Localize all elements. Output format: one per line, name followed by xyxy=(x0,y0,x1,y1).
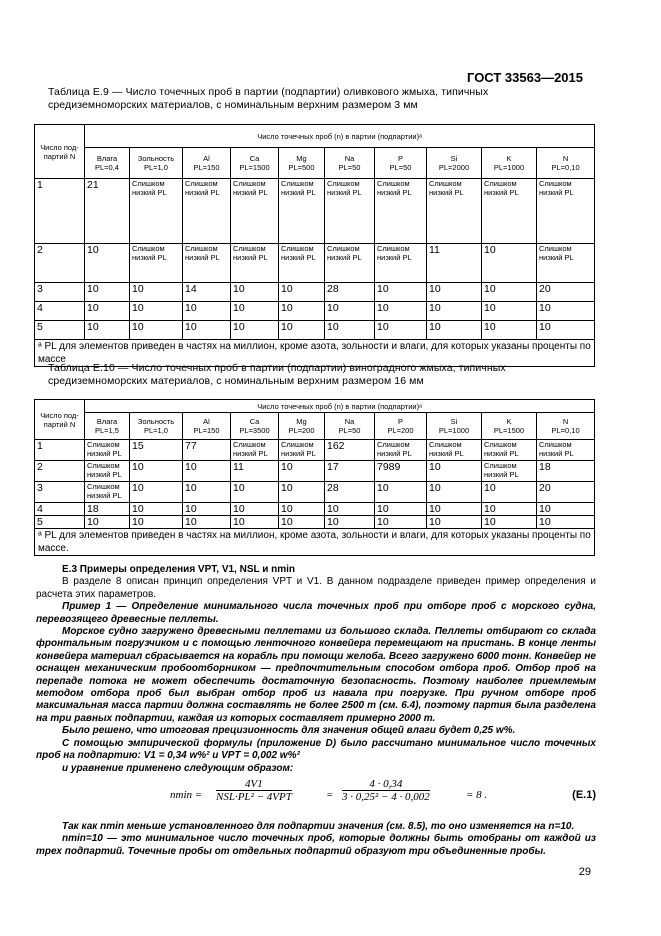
table-cell: 21 xyxy=(85,179,130,244)
table-cell: 10 xyxy=(130,461,183,482)
table-cell: 10 xyxy=(375,321,427,340)
column-name: P xyxy=(397,154,403,163)
column-param: PL=1,5 xyxy=(95,426,119,435)
column-name: Mg xyxy=(296,417,307,426)
column-header-cell xyxy=(130,413,183,440)
column-param: PL=1500 xyxy=(493,426,525,435)
table-cell: 10 xyxy=(427,482,482,503)
column-header-cell xyxy=(325,148,375,179)
column-header-cell xyxy=(231,413,279,440)
table-cell: Слишком низкий PL xyxy=(85,482,130,503)
column-header-cell xyxy=(183,413,231,440)
column-header-cell xyxy=(482,413,537,440)
table-cell: 77 xyxy=(183,440,231,461)
table-cell: 20 xyxy=(537,482,595,503)
column-param: PL=1,0 xyxy=(144,426,168,435)
table-cell: 10 xyxy=(85,516,130,529)
table-cell: Слишком низкий PL xyxy=(85,461,130,482)
table-cell: Слишком низкий PL xyxy=(183,179,231,244)
column-name: Na xyxy=(344,417,355,426)
table-cell: Слишком низкий PL xyxy=(231,440,279,461)
table-cell: 10 xyxy=(427,516,482,529)
formula-equals: = xyxy=(326,788,334,801)
table-row xyxy=(35,283,595,302)
column-param: PL=50 xyxy=(389,163,412,172)
column-name: K xyxy=(506,417,512,426)
column-header-cell xyxy=(85,148,130,179)
column-param: PL=1500 xyxy=(239,163,270,172)
column-param: PL=200 xyxy=(387,426,414,435)
formula-lhs: nmin = xyxy=(170,788,203,801)
table-cell: 10 xyxy=(183,503,231,516)
column-name: Si xyxy=(450,154,458,163)
table-cell: Слишком низкий PL xyxy=(279,440,325,461)
table-cell: Слишком низкий PL xyxy=(325,179,375,244)
table-cell: 10 xyxy=(85,283,130,302)
table-cell: 10 xyxy=(85,302,130,321)
table-cell: 162 xyxy=(325,440,375,461)
table-cell: 10 xyxy=(427,302,482,321)
column-param: PL=1000 xyxy=(438,426,470,435)
column-name: Ca xyxy=(249,154,260,163)
table-cell: Слишком низкий PL xyxy=(427,440,482,461)
table-cell: 10 xyxy=(130,321,183,340)
table-cell: 10 xyxy=(279,461,325,482)
row-index-cell: 4 xyxy=(35,302,85,321)
formula-e1 xyxy=(36,775,596,821)
table-row xyxy=(35,179,595,244)
table-cell: Слишком низкий PL xyxy=(537,440,595,461)
formula-f1-denominator: NSL·PL² − 4VPT xyxy=(216,791,292,804)
table-cell: 11 xyxy=(427,244,482,283)
table-cell: 10 xyxy=(130,283,183,302)
table-cell: 15 xyxy=(130,440,183,461)
paragraph-1: Морское судно загружено древесными пеллетами из большого склада. Пеллеты отбирают со склада фронтальным погрузчиком и с помощью ленточного конвейера перемещают на пристань. В конце ленты конвейера материал сбрасывается на корабль при помощи желоба. Всего загружено 6000 тонн. Конвейер не оснащен механическим пробоотборником — предпочтительным способом отбора проб. Отбор проб на перепаде потока не может обеспечить достаточную безопасность. Поэтому наиболее приемлемым методом отбора проб был выбран отбор проб из навала при погрузке. При ручном отборе проб максимальная масса партии должна составлять не более 2500 т (см. 6.4), поэтому партия была разделена на три равных подпартии, каждая из которых составляет примерно 2000 т. xyxy=(36,626,596,724)
table-cell: 10 xyxy=(325,516,375,529)
table-cell: 10 xyxy=(482,503,537,516)
table-cell: 10 xyxy=(279,503,325,516)
table-cell: Слишком низкий PL xyxy=(231,179,279,244)
table-cell: 10 xyxy=(427,503,482,516)
table-cell: Слишком низкий PL xyxy=(537,179,595,244)
formula-f1-numerator: 4V1 xyxy=(216,778,292,791)
table-cell: Слишком низкий PL xyxy=(375,179,427,244)
table-cell: Слишком низкий PL xyxy=(130,179,183,244)
row-index-cell: 3 xyxy=(35,283,85,302)
formula-fraction-1 xyxy=(216,778,292,804)
table-cell: 10 xyxy=(279,321,325,340)
table-cell: 7989 xyxy=(375,461,427,482)
table-cell: 10 xyxy=(231,283,279,302)
section-title: Е.3 Примеры определения VPT, V1, NSL и nmin xyxy=(62,564,296,575)
table-cell: 10 xyxy=(85,321,130,340)
paragraph-2: Было решено, что итоговая прецизионность для значения общей влаги будет 0,25 w%. xyxy=(62,725,516,737)
column-name: Na xyxy=(344,154,355,163)
table-cell: 10 xyxy=(427,283,482,302)
section-e3 xyxy=(36,564,596,858)
column-param: PL=500 xyxy=(288,163,315,172)
column-name: Ca xyxy=(249,417,260,426)
table-cell: 10 xyxy=(231,516,279,529)
table-cell: 10 xyxy=(183,516,231,529)
row-index-cell: 2 xyxy=(35,461,85,482)
table-row xyxy=(35,440,595,461)
formula-number: (Е.1) xyxy=(572,788,596,801)
table-e9 xyxy=(34,124,595,367)
column-header-cell xyxy=(375,413,427,440)
column-param: PL=50 xyxy=(338,163,361,172)
column-param: PL=1000 xyxy=(493,163,525,172)
table-cell: Слишком низкий PL xyxy=(279,244,325,283)
formula-fraction-2 xyxy=(342,778,430,804)
column-name: N xyxy=(562,154,569,163)
table-cell: 10 xyxy=(375,482,427,503)
table-cell: 28 xyxy=(325,482,375,503)
table-cell: 10 xyxy=(130,302,183,321)
column-name: N xyxy=(562,417,569,426)
table-row xyxy=(35,321,595,340)
column-header-cell xyxy=(325,413,375,440)
table-cell: 10 xyxy=(537,302,595,321)
table-cell: 10 xyxy=(482,283,537,302)
column-name: Mg xyxy=(296,154,307,163)
table-cell: Слишком низкий PL xyxy=(325,244,375,283)
table-cell: Слишком низкий PL xyxy=(85,440,130,461)
formula-f2-numerator: 4 · 0,34 xyxy=(342,778,430,791)
table-cell: 10 xyxy=(279,283,325,302)
column-header-cell xyxy=(85,413,130,440)
table-cell: 28 xyxy=(325,283,375,302)
page-number: 29 xyxy=(578,866,591,878)
table-cell: 10 xyxy=(427,461,482,482)
formula-result: = 8 . xyxy=(466,788,488,801)
table-cell: 10 xyxy=(325,321,375,340)
paragraph-3: С помощью эмпирической формулы (приложение D) было рассчитано минимальное число точечных проб на подпартию: V1 = 0,34 w%² и VPT = 0,002 w%² xyxy=(36,737,596,762)
row-index-cell: 1 xyxy=(35,440,85,461)
column-header-cell xyxy=(427,413,482,440)
column-header-cell xyxy=(231,148,279,179)
table-cell: Слишком низкий PL xyxy=(375,440,427,461)
table-cell: Слишком низкий PL xyxy=(427,179,482,244)
row-header-cell: Число под-партий N xyxy=(35,400,85,440)
column-header-cell xyxy=(482,148,537,179)
table-cell: 10 xyxy=(130,516,183,529)
table-cell: Слишком низкий PL xyxy=(537,244,595,283)
table-cell: 10 xyxy=(537,503,595,516)
column-header-cell xyxy=(427,148,482,179)
formula-f2-denominator: 3 · 0,25² − 4 · 0,002 xyxy=(342,791,430,804)
table-cell: 10 xyxy=(231,482,279,503)
table-cell: 10 xyxy=(183,482,231,503)
group-header-cell: Число точечных проб (n) в партии (подпартии)ᵃ xyxy=(85,125,595,148)
column-header-cell xyxy=(375,148,427,179)
table-cell: 17 xyxy=(325,461,375,482)
table-cell: 10 xyxy=(183,461,231,482)
column-header-cell xyxy=(537,413,595,440)
column-param: PL=150 xyxy=(193,163,220,172)
table-cell: 10 xyxy=(375,283,427,302)
table-cell: Слишком низкий PL xyxy=(130,244,183,283)
column-param: PL=50 xyxy=(338,426,361,435)
column-name: Зольность xyxy=(137,417,175,426)
row-index-cell: 5 xyxy=(35,321,85,340)
table-cell: 14 xyxy=(183,283,231,302)
table-cell: 10 xyxy=(130,503,183,516)
table-cell: 11 xyxy=(231,461,279,482)
column-param: PL=200 xyxy=(288,426,315,435)
table-cell: 18 xyxy=(85,503,130,516)
table-cell: 10 xyxy=(130,482,183,503)
table-row xyxy=(35,461,595,482)
column-param: PL=0,10 xyxy=(551,426,580,435)
column-name: Влага xyxy=(96,154,118,163)
column-header-cell xyxy=(130,148,183,179)
table-cell: Слишком низкий PL xyxy=(482,179,537,244)
table-cell: 10 xyxy=(537,321,595,340)
document-id: ГОСТ 33563—2015 xyxy=(467,70,583,85)
table-cell: 10 xyxy=(375,302,427,321)
column-name: Влага xyxy=(96,417,118,426)
table-row xyxy=(35,244,595,283)
column-header-cell xyxy=(279,148,325,179)
table-cell: 18 xyxy=(537,461,595,482)
column-header-cell xyxy=(183,148,231,179)
table-row xyxy=(35,503,595,516)
row-index-cell: 5 xyxy=(35,516,85,529)
table-row xyxy=(35,482,595,503)
row-index-cell: 4 xyxy=(35,503,85,516)
table-cell: 10 xyxy=(537,516,595,529)
column-param: PL=150 xyxy=(193,426,220,435)
row-index-cell: 2 xyxy=(35,244,85,283)
table-cell: 10 xyxy=(482,244,537,283)
row-index-cell: 1 xyxy=(35,179,85,244)
table-cell: Слишком низкий PL xyxy=(482,461,537,482)
paragraph-6: nmin=10 — это минимальное число точечных проб, которые должны быть отобраны от каждой из трех подпартий. Точечные пробы от отдельных подпартий образуют три объединенные пробы. xyxy=(36,833,596,857)
table-cell: 10 xyxy=(279,516,325,529)
section-intro: В разделе 8 описан принцип определения VPT и V1. В данном подразделе приведен пример определения и расчета этих параметров. xyxy=(36,576,596,600)
table-cell: 10 xyxy=(231,321,279,340)
table-cell: Слишком низкий PL xyxy=(375,244,427,283)
column-param: PL=1,0 xyxy=(144,163,168,172)
table-cell: 10 xyxy=(183,302,231,321)
column-param: PL=2000 xyxy=(438,163,470,172)
table-cell: Слишком низкий PL xyxy=(279,179,325,244)
table-cell: 20 xyxy=(537,283,595,302)
table-cell: 10 xyxy=(183,321,231,340)
table-cell: 10 xyxy=(231,503,279,516)
paragraph-4: и уравнение применено следующим образом: xyxy=(62,762,294,774)
table-cell: 10 xyxy=(325,302,375,321)
table-cell: 10 xyxy=(279,482,325,503)
table-cell: 10 xyxy=(279,302,325,321)
group-header-cell: Число точечных проб (n) в партии (подпартии)ᵃ xyxy=(85,400,595,413)
column-name: K xyxy=(506,154,512,163)
column-name: Al xyxy=(203,154,210,163)
column-param: PL=0,4 xyxy=(95,163,119,172)
table-cell: 10 xyxy=(482,302,537,321)
table-cell: 10 xyxy=(375,503,427,516)
table-cell: 10 xyxy=(427,321,482,340)
row-header-cell: Число под-партий N xyxy=(35,125,85,179)
column-name: P xyxy=(397,417,403,426)
table-e10 xyxy=(34,399,595,556)
column-header-cell xyxy=(537,148,595,179)
table-cell: 10 xyxy=(482,321,537,340)
table-cell: 10 xyxy=(231,302,279,321)
column-param: PL=0,10 xyxy=(551,163,580,172)
table-row xyxy=(35,516,595,529)
table-e9-caption: Таблица Е.9 — Число точечных проб в партии (подпартии) оливкового жмыха, типичных средиземноморских материалов, с номинальным верхним размером 3 мм xyxy=(48,86,489,111)
column-name: Si xyxy=(450,417,458,426)
column-name: Зольность xyxy=(137,154,175,163)
table-footnote: ᵃ PL для элементов приведен в частях на миллион, кроме азота, зольности и влаги, для которых указаны проценты по массе xyxy=(35,340,595,367)
column-header-cell xyxy=(279,413,325,440)
table-cell: 10 xyxy=(325,503,375,516)
paragraph-5: Так как nmin меньше установленного для подпартии значения (см. 8.5), то оно изменяется на n=10. xyxy=(62,820,575,832)
table-footnote: ᵃ PL для элементов приведен в частях на миллион, кроме азота, зольности и влаги, для которых указаны проценты по массе. xyxy=(35,529,595,556)
table-cell: Слишком низкий PL xyxy=(482,440,537,461)
table-row xyxy=(35,302,595,321)
table-cell: Слишком низкий PL xyxy=(183,244,231,283)
table-cell: 10 xyxy=(85,244,130,283)
table-cell: Слишком низкий PL xyxy=(231,244,279,283)
column-name: Al xyxy=(203,417,210,426)
column-param: PL=3500 xyxy=(239,426,270,435)
table-cell: 10 xyxy=(482,482,537,503)
table-cell: 10 xyxy=(375,516,427,529)
row-index-cell: 3 xyxy=(35,482,85,503)
table-cell: 10 xyxy=(482,516,537,529)
table-e10-caption: Таблица Е.10 — Число точечных проб в партии (подпартии) виноградного жмыха, типичных средиземноморских материалов, с номинальным верхним размером 16 мм xyxy=(48,362,506,387)
example-title: Пример 1 — Определение минимального числа точечных проб при отборе проб с морского судна, перевозящего древесные пеллеты. xyxy=(36,601,596,625)
